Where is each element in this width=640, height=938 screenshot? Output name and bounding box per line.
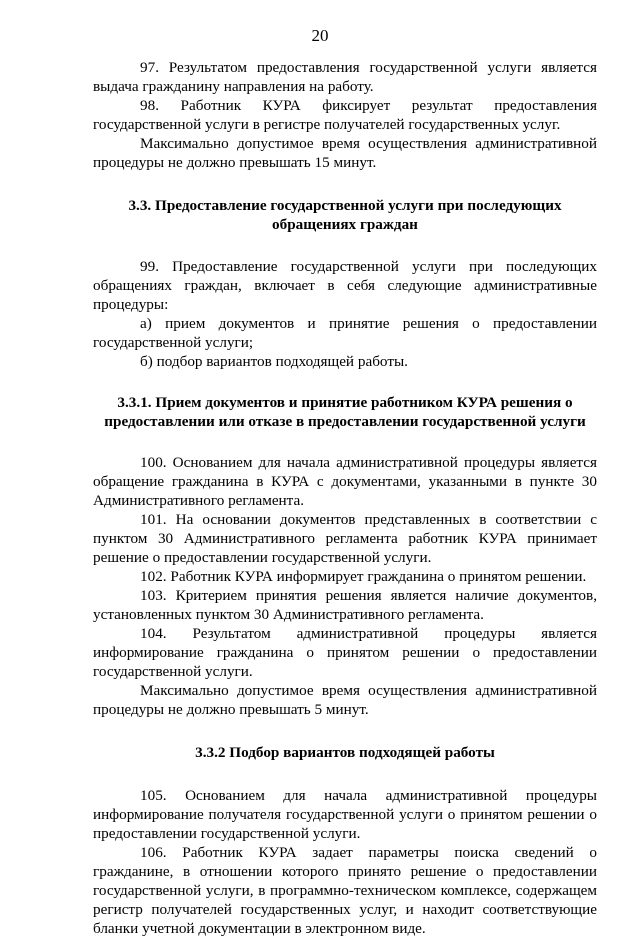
paragraph-105: 105. Основанием для начала административной процедуры информирование получателя государственной услуги о принятом решении о предоставлении государственной услуги. [93, 787, 597, 842]
paragraph-103: 103. Критерием принятия решения является наличие документов, установленных пунктом 30 Административного регламента. [93, 587, 597, 623]
paragraph-99: 99. Предоставление государственной услуги при последующих обращениях граждан, включает в себя следующие административные процедуры: [93, 258, 597, 313]
section-heading-3-3-2: 3.3.2 Подбор вариантов подходящей работы [195, 744, 495, 761]
paragraph-100: 100. Основанием для начала административной процедуры является обращение гражданина в КУРА с документами, указанными в пункте 30 Административного регламента. [93, 454, 597, 509]
paragraph-99-b: б) подбор вариантов подходящей работы. [140, 353, 408, 370]
paragraph-99-a: а) прием документов и принятие решения о предоставлении государственной услуги; [93, 315, 597, 351]
paragraph-104: 104. Результатом административной процедуры является информирование гражданина о принятом решении о предоставлении государственной услуги. [93, 625, 597, 680]
paragraph-101: 101. На основании документов представленных в соответствии с пунктом 30 Административного регламента работник КУРА принимает решение о предоставлении государственной услуги. [93, 511, 597, 566]
page-content [93, 58, 597, 938]
paragraph-102: 102. Работник КУРА информирует гражданина о принятом решении. [140, 568, 587, 585]
paragraph-time-limit-5: Максимально допустимое время осуществления административной процедуры не должно превышать 5 минут. [93, 682, 597, 718]
section-heading-3-3: 3.3. Предоставление государственной услуги при последующих обращениях граждан [128, 197, 562, 233]
paragraph-106: 106. Работник КУРА задает параметры поиска сведений о гражданине, в отношении которого принято решение о предоставлении государственной услуги, в программно-техническом комплексе, содержащем регистр получателей государственных услуг, и находит соответствующие бланки учетной документации в электронном виде. [93, 844, 597, 937]
page-number: 20 [311, 26, 329, 45]
paragraph-time-limit-15: Максимально допустимое время осуществления административной процедуры не должно превышать 15 минут. [93, 135, 597, 171]
paragraph-97: 97. Результатом предоставления государственной услуги является выдача гражданину направления на работу. [93, 59, 597, 95]
paragraph-98: 98. Работник КУРА фиксирует результат предоставления государственной услуги в регистре получателей государственных услуг. [93, 97, 597, 133]
section-heading-3-3-1: 3.3.1. Прием документов и принятие работником КУРА решения о предоставлении или отказе в предоставлении государственной услуги [104, 394, 586, 430]
